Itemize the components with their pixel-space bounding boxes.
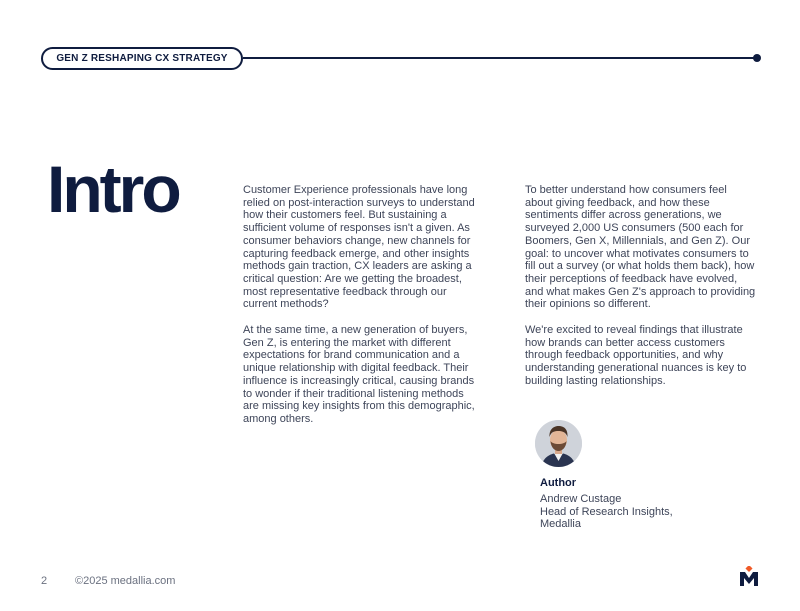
paragraph: We're excited to reveal findings that illustrate how brands can better access customers through feedback opportunities, and why understanding generational nuances is key to building lasting relationships.	[525, 324, 747, 387]
page-title: Intro	[47, 152, 179, 226]
medallia-logo-icon	[740, 566, 758, 586]
author-company: Medallia	[540, 518, 581, 531]
author-info	[540, 493, 740, 531]
author-heading: Author	[540, 477, 577, 489]
paragraph: To better understand how consumers feel about giving feedback, and how these sentiments differ across generations, we surveyed 2,000 US consumers (500 each for Boomers, Gen X, Millennials, and Gen Z). Our goal: to uncover what motivates consumers to fill out a survey (or what holds them back), how their perceptions of feedback have evolved, and what makes Gen Z's approach to providing their opinions so different.	[525, 184, 756, 311]
body-column-left	[243, 184, 481, 439]
section-title-pill	[41, 47, 243, 70]
header-rule-dot	[753, 54, 761, 62]
author-avatar	[535, 420, 582, 467]
page-number: 2	[41, 575, 48, 587]
header-rule	[243, 57, 756, 59]
section-title: GEN Z RESHAPING CX STRATEGY	[56, 53, 228, 64]
author-role: Head of Research Insights,	[540, 505, 673, 518]
author-name: Andrew Custage	[540, 493, 622, 505]
footer-copyright: ©2025 medallia.com	[75, 575, 176, 587]
body-column-right	[525, 184, 757, 401]
paragraph: At the same time, a new generation of buyers, Gen Z, is entering the market with different expectations for brand communication and a unique relationship with digital feedback. Their influence is increasingly critical, causing brands to wonder if their traditional listening methods are missing key insights from this demographic, among others.	[243, 324, 475, 425]
paragraph: Customer Experience professionals have long relied on post-interaction surveys to understand how their customers feel. But sustaining a sufficient volume of responses isn't a given. As consumer behaviors change, new channels for capturing feedback emerge, and other insights methods gain traction, CX leaders are asking a critical question: Are we getting the broadest, most representative feedback through our current methods?	[243, 184, 475, 311]
author-photo	[535, 420, 582, 467]
